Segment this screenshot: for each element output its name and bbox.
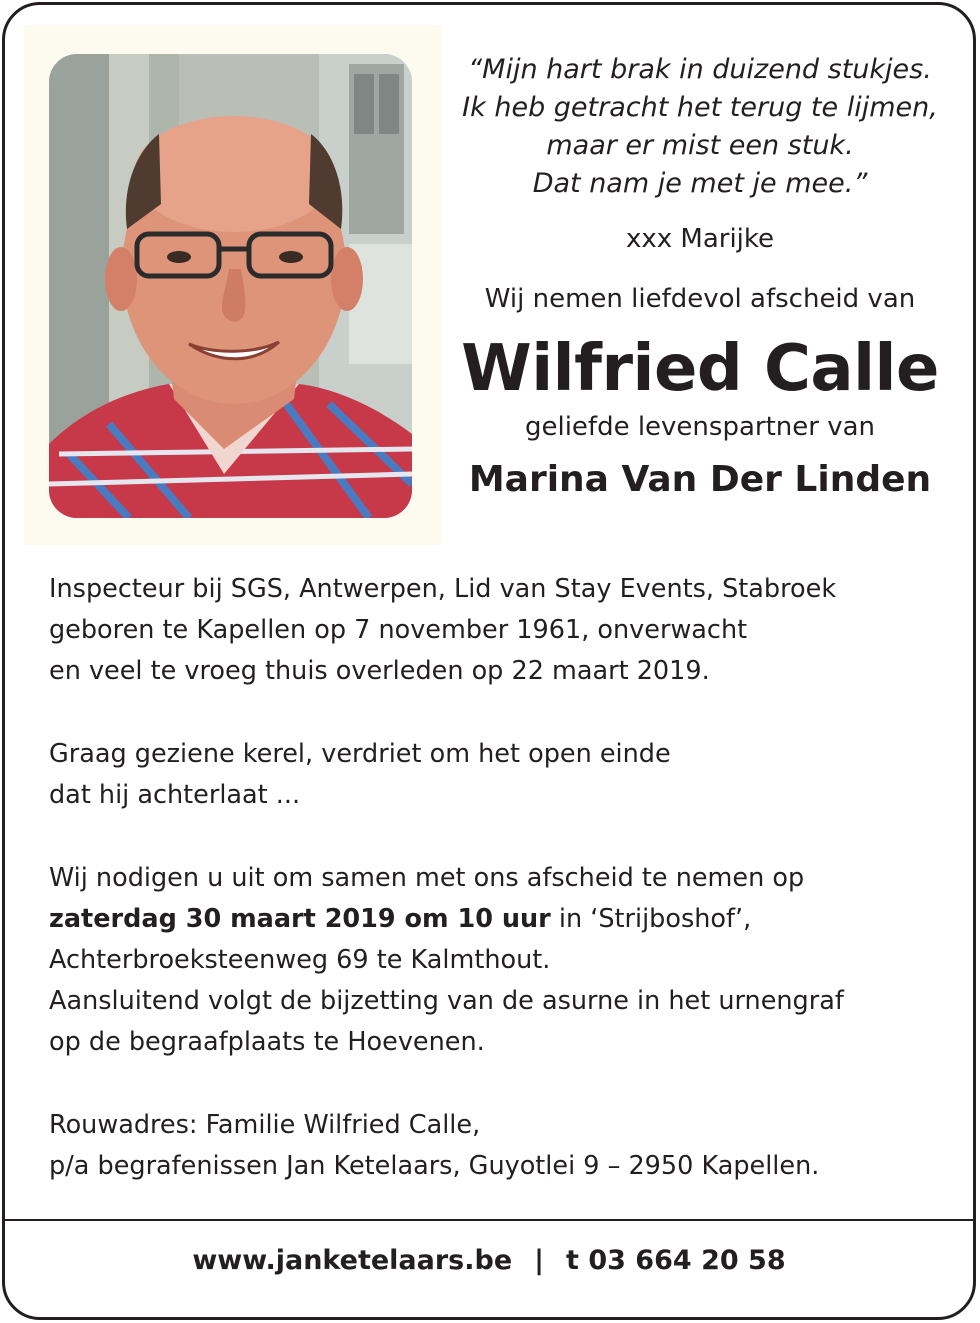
body-line: p/a begrafenissen Jan Ketelaars, Guyotlei 9 – 2950 Kapellen. <box>49 1151 820 1181</box>
body-line: Aansluitend volgt de bijzetting van de asurne in het urnengraf <box>49 986 844 1016</box>
ceremony-venue: in ‘Strijboshof’, <box>550 904 752 934</box>
footer <box>5 1245 973 1276</box>
footer-separator: | <box>534 1245 545 1276</box>
body-line: op de begraafplaats te Hoevenen. <box>49 1027 485 1057</box>
quote-line: “Mijn hart brak in duizend stukjes. <box>468 54 932 85</box>
body-line: dat hij achterlaat ... <box>49 780 301 810</box>
website-link[interactable]: www.janketelaars.be <box>192 1245 513 1276</box>
body-line: geboren te Kapellen op 7 november 1961, onverwacht <box>49 615 748 645</box>
quote-signature: xxx Marijke <box>625 224 775 254</box>
header-column <box>432 51 968 505</box>
paragraph-gap <box>49 692 949 734</box>
memorial-quote <box>432 51 968 203</box>
quote-line: Ik heb getracht het terug te lijmen, <box>462 92 938 123</box>
body-line: Achterbroeksteenweg 69 te Kalmthout. <box>49 945 551 975</box>
obituary-card <box>2 2 976 1320</box>
quote-line: maar er mist een stuk. <box>546 130 854 161</box>
body-line: en veel te vroeg thuis overleden op 22 maart 2019. <box>49 656 710 686</box>
ceremony-line <box>49 899 949 940</box>
phone-number[interactable]: t 03 664 20 58 <box>566 1245 786 1276</box>
footer-divider <box>5 1219 973 1221</box>
paragraph-gap <box>49 816 949 858</box>
portrait-photo <box>49 54 412 518</box>
deceased-name: Wilfried Calle <box>461 332 939 406</box>
obituary-body <box>49 569 949 1187</box>
body-line: Graag geziene kerel, verdriet om het open einde <box>49 739 671 769</box>
body-line: Rouwadres: Familie Wilfried Calle, <box>49 1110 481 1140</box>
paragraph-gap <box>49 1063 949 1105</box>
partner-intro: geliefde levenspartner van <box>524 412 876 442</box>
farewell-intro: Wij nemen liefdevol afscheid van <box>484 284 916 314</box>
body-line: Wij nodigen u uit om samen met ons afscheid te nemen op <box>49 863 805 893</box>
ceremony-datetime: zaterdag 30 maart 2019 om 10 uur <box>49 904 551 934</box>
photo-frame <box>24 25 442 545</box>
partner-name: Marina Van Der Linden <box>468 459 932 500</box>
body-line: Inspecteur bij SGS, Antwerpen, Lid van Stay Events, Stabroek <box>49 574 837 604</box>
portrait-image <box>49 54 412 518</box>
quote-line: Dat nam je met je mee.” <box>532 168 868 199</box>
